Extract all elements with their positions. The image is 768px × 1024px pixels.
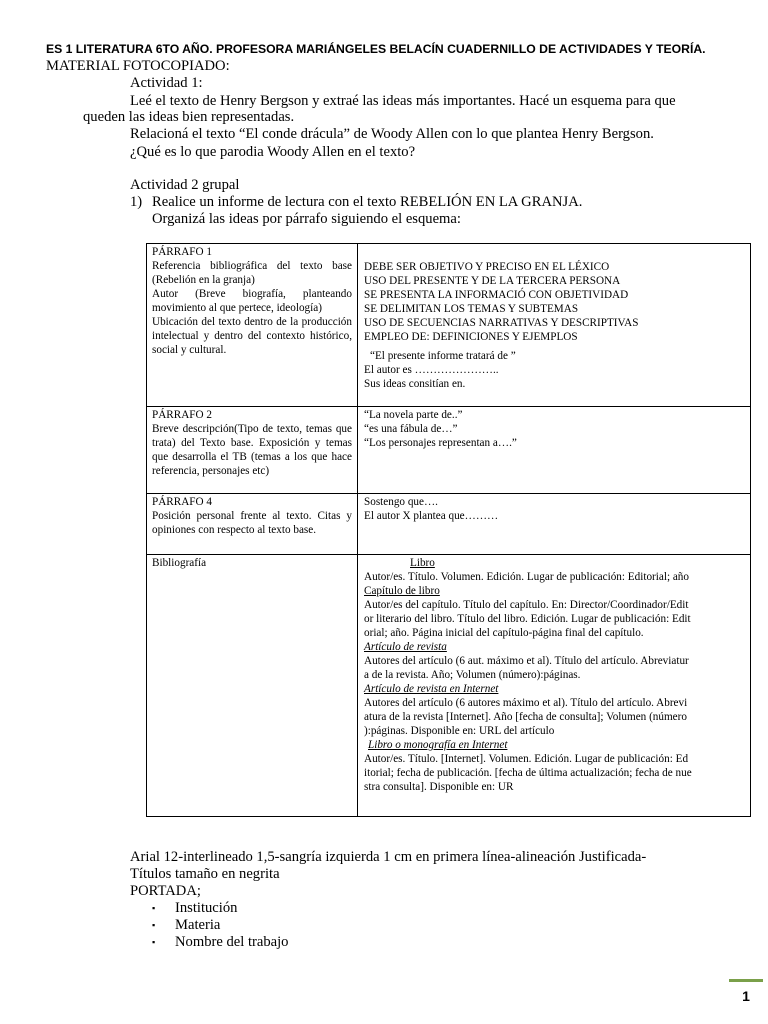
activity1-title: Actividad 1:: [130, 75, 203, 91]
biblio-type-title: Capítulo de libro: [364, 585, 440, 597]
guideline: USO DE SECUENCIAS NARRATIVAS Y DESCRIPTIVAS: [364, 317, 639, 329]
activity1-line1: Leé el texto de Henry Bergson y extraé las ideas más importantes. Hacé un esquema para que: [130, 93, 676, 109]
activity1-line4: ¿Qué es lo que parodia Woody Allen en el texto?: [130, 144, 416, 160]
guideline: EMPLEO DE: DEFINICIONES Y EJEMPLOS: [364, 331, 578, 343]
phrase-example: “El presente informe tratará de ”: [370, 350, 516, 362]
guideline: USO DEL PRESENTE Y DE LA TERCERA PERSONA: [364, 275, 621, 287]
paragraph1-cell: [147, 244, 358, 407]
biblio-format-line: Autor/es. Título. Volumen. Edición. Lugar de publicación: Editorial; año: [364, 571, 689, 583]
activity2-title: Actividad 2 grupal: [130, 177, 240, 193]
cell-line: PÁRRAFO 2: [152, 409, 212, 421]
biblio-type-title: Libro o monografía en Internet: [368, 739, 508, 751]
guideline: SE DELIMITAN LOS TEMAS Y SUBTEMAS: [364, 303, 579, 315]
cell-line: Ubicación del texto dentro de la producción intelectual y dentro del contexto histórico, social y cultural.: [152, 316, 352, 356]
portada-heading: PORTADA;: [130, 883, 201, 899]
page-number: 1: [729, 979, 763, 1010]
phrase-example: “Los personajes representan a….”: [364, 437, 517, 449]
cell-line: PÁRRAFO 4: [152, 496, 212, 508]
biblio-type-title: Artículo de revista en Internet: [364, 683, 499, 695]
portada-item-materia: Materia: [175, 917, 221, 933]
report-outline-table: [146, 243, 751, 817]
guideline: SE PRESENTA LA INFORMACIÓ CON OBJETIVIDAD: [364, 289, 629, 301]
biblio-format-line: ):páginas. Disponible en: URL del artículo: [364, 725, 555, 737]
paragraph1-guidelines-cell: [358, 244, 751, 407]
cell-line: Referencia bibliográfica del texto base (Rebelión en la granja): [152, 260, 352, 286]
biblio-format-line: Autores del artículo (6 aut. máximo et al). Título del artículo. Abreviatur: [364, 655, 689, 667]
phrase-example: Sus ideas consitían en.: [364, 378, 466, 390]
phrase-example: “es una fábula de…”: [364, 423, 458, 435]
bullet-icon: ▪: [152, 903, 156, 913]
format-note-line1: Arial 12-interlineado 1,5-sangría izquierda 1 cm en primera línea-alineación Justificada-: [130, 849, 647, 865]
biblio-format-line: atura de la revista [Internet]. Año [fecha de consulta]; Volumen (número: [364, 711, 687, 723]
phrase-example: El autor es …………………..: [364, 364, 499, 376]
biblio-format-line: orial; año. Página inicial del capítulo-página final del capítulo.: [364, 627, 644, 639]
cell-line: PÁRRAFO 1: [152, 246, 212, 258]
biblio-format-line: a de la revista. Año; Volumen (número):páginas.: [364, 669, 581, 681]
paragraph4-cell: [147, 494, 358, 555]
table-row: [147, 407, 751, 494]
cell-line: Autor (Breve biografía, planteando movimiento al que pertece, ideología): [152, 288, 352, 314]
activity2-line1: Realice un informe de lectura con el texto REBELIÓN EN LA GRANJA.: [152, 194, 583, 210]
cell-line: Posición personal frente al texto. Citas y opiniones con respecto al texto base.: [152, 510, 352, 536]
table-row: [147, 494, 751, 555]
biblio-format-line: stra consulta]. Disponible en: UR: [364, 781, 514, 793]
activity2-number: 1): [130, 194, 143, 210]
paragraph4-phrases-cell: [358, 494, 751, 555]
paragraph2-cell: [147, 407, 358, 494]
portada-item-institucion: Institución: [175, 900, 238, 916]
biblio-format-line: Autor/es del capítulo. Título del capítulo. En: Director/Coordinador/Edit: [364, 599, 689, 611]
activity1-line3: Relacioná el texto “El conde drácula” de Woody Allen con lo que plantea Henry Bergson.: [130, 126, 654, 142]
guideline: DEBE SER OBJETIVO Y PRECISO EN EL LÉXICO: [364, 261, 610, 273]
bullet-icon: ▪: [152, 937, 156, 947]
bibliography-formats-cell: [358, 555, 751, 817]
table-row: [147, 555, 751, 817]
phrase-example: Sostengo que….: [364, 496, 438, 508]
cell-line: Breve descripción(Tipo de texto, temas que trata) del Texto base. Exposición y temas que desarrolla el TB (temas a los que hace referencia, personajes etc): [152, 423, 352, 477]
phrase-example: “La novela parte de..”: [364, 409, 463, 421]
format-note-line2: Títulos tamaño en negrita: [130, 866, 280, 882]
bullet-icon: ▪: [152, 920, 156, 930]
paragraph2-phrases-cell: [358, 407, 751, 494]
phrase-example: El autor X plantea que………: [364, 510, 499, 522]
cell-line: Bibliografía: [152, 557, 207, 569]
portada-item-nombre: Nombre del trabajo: [175, 934, 289, 950]
biblio-format-line: or literario del libro. Título del libro. Edición. Lugar de publicación: Edit: [364, 613, 691, 625]
bibliography-cell: [147, 555, 358, 817]
biblio-format-line: Autor/es. Título. [Internet]. Volumen. Edición. Lugar de publicación: Ed: [364, 753, 689, 765]
material-heading: MATERIAL FOTOCOPIADO:: [46, 58, 230, 74]
document-header: ES 1 LITERATURA 6TO AÑO. PROFESORA MARIÁNGELES BELACÍN CUADERNILLO DE ACTIVIDADES Y TEORÍA.: [46, 42, 706, 56]
biblio-type-title: Artículo de revista: [364, 641, 447, 653]
activity2-line2: Organizá las ideas por párrafo siguiendo el esquema:: [152, 211, 461, 227]
table-row: [147, 244, 751, 407]
biblio-format-line: Autores del artículo (6 autores máximo et al). Título del artículo. Abrevi: [364, 697, 688, 709]
biblio-type-title: Libro: [410, 557, 435, 569]
biblio-format-line: itorial; fecha de publicación. [fecha de última actualización; fecha de nue: [364, 767, 692, 779]
activity1-line2: queden las ideas bien representadas.: [83, 109, 295, 125]
